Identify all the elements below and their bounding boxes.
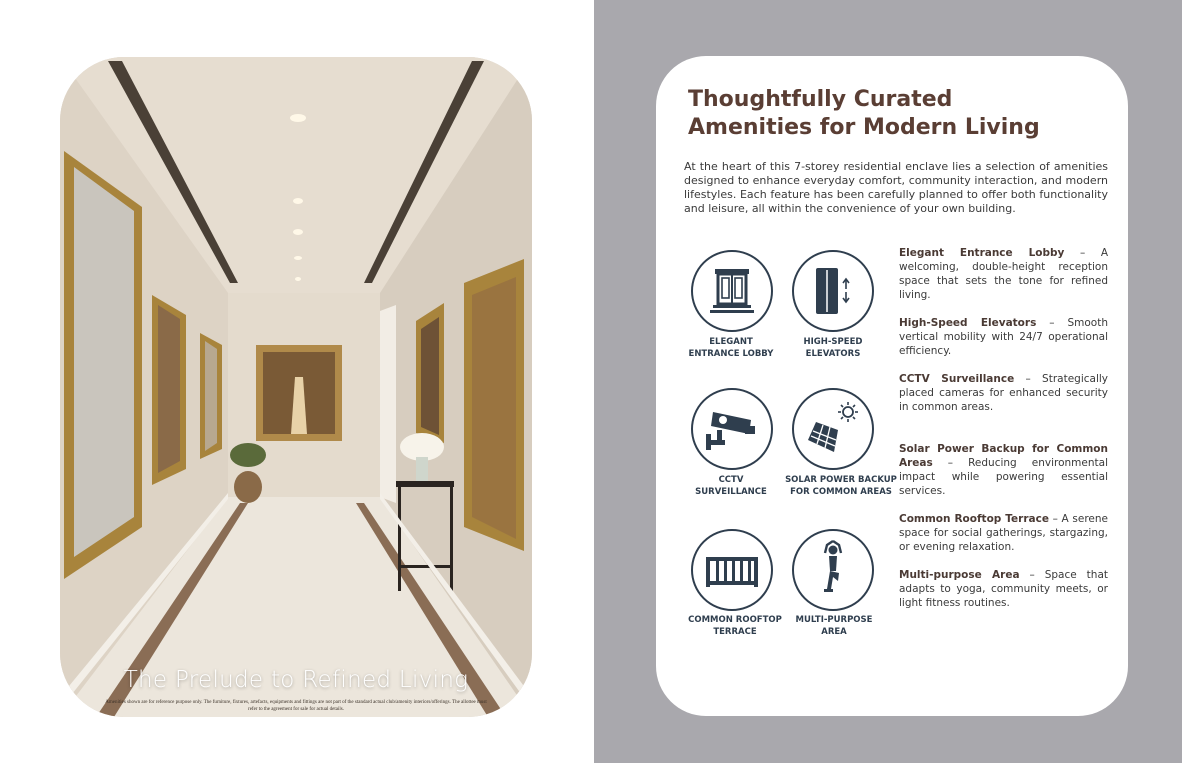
hallway-photo <box>60 57 532 717</box>
photo-disclaimer: Amenities shown are for reference purpose only. The furniture, fixtures, artefacts, equipments and fittings are not part of the standard actual club/amenity interiors/offerings. The allottee must refer to the agreement for sale for actual details. <box>105 700 487 712</box>
title-line-1: Thoughtfully Curated <box>688 87 953 112</box>
desc-entrance-lobby: Elegant Entrance Lobby – A welcoming, double-height reception space that sets the tone for refined living. <box>899 247 1108 301</box>
amenity-label-multipurpose: MULTI-PURPOSE AREA <box>795 615 873 637</box>
desc-elevators: High-Speed Elevators – Smooth vertical mobility with 24/7 operational efficiency. <box>899 317 1108 357</box>
desc-cctv: CCTV Surveillance – Strategically placed cameras for enhanced security in common areas. <box>899 373 1108 413</box>
desc-multipurpose: Multi-purpose Area – Space that adapts to yoga, community meets, or light fitness routines. <box>899 569 1108 609</box>
amenity-label-cctv: CCTV SURVEILLANCE <box>695 475 767 497</box>
desc-rooftop: Common Rooftop Terrace – A serene space for social gatherings, stargazing, or evening relaxation. <box>899 513 1108 553</box>
amenity-label-rooftop: COMMON ROOFTOP TERRACE <box>688 615 782 637</box>
amenity-label-entrance-lobby: ELEGANT ENTRANCE LOBBY <box>688 337 774 359</box>
amenities-card <box>656 56 1128 716</box>
amenity-label-elevators: HIGH-SPEED ELEVATORS <box>803 337 863 359</box>
desc-solar: Solar Power Backup for Common Areas – Reducing environmental impact while powering essential services. <box>899 443 1108 497</box>
photo-caption: The Prelude to Refined Living <box>123 667 469 693</box>
rooftop-railing-icon <box>691 529 773 611</box>
yoga-pose-icon <box>792 529 874 611</box>
entrance-door-icon <box>691 250 773 332</box>
page-title <box>688 86 1068 142</box>
title-line-2: Amenities for Modern Living <box>688 115 1040 140</box>
intro-paragraph: At the heart of this 7-storey residential enclave lies a selection of amenities designed to enhance everyday comfort, community interaction, and modern lifestyles. Each feature has been carefully planned to offer both functionality and leisure, all within the convenience of your own building. <box>684 160 1108 215</box>
cctv-camera-icon <box>691 388 773 470</box>
hallway-illustration <box>60 57 532 717</box>
elevator-icon <box>792 250 874 332</box>
solar-panel-icon <box>792 388 874 470</box>
amenity-label-solar: SOLAR POWER BACKUP FOR COMMON AREAS <box>785 475 897 497</box>
